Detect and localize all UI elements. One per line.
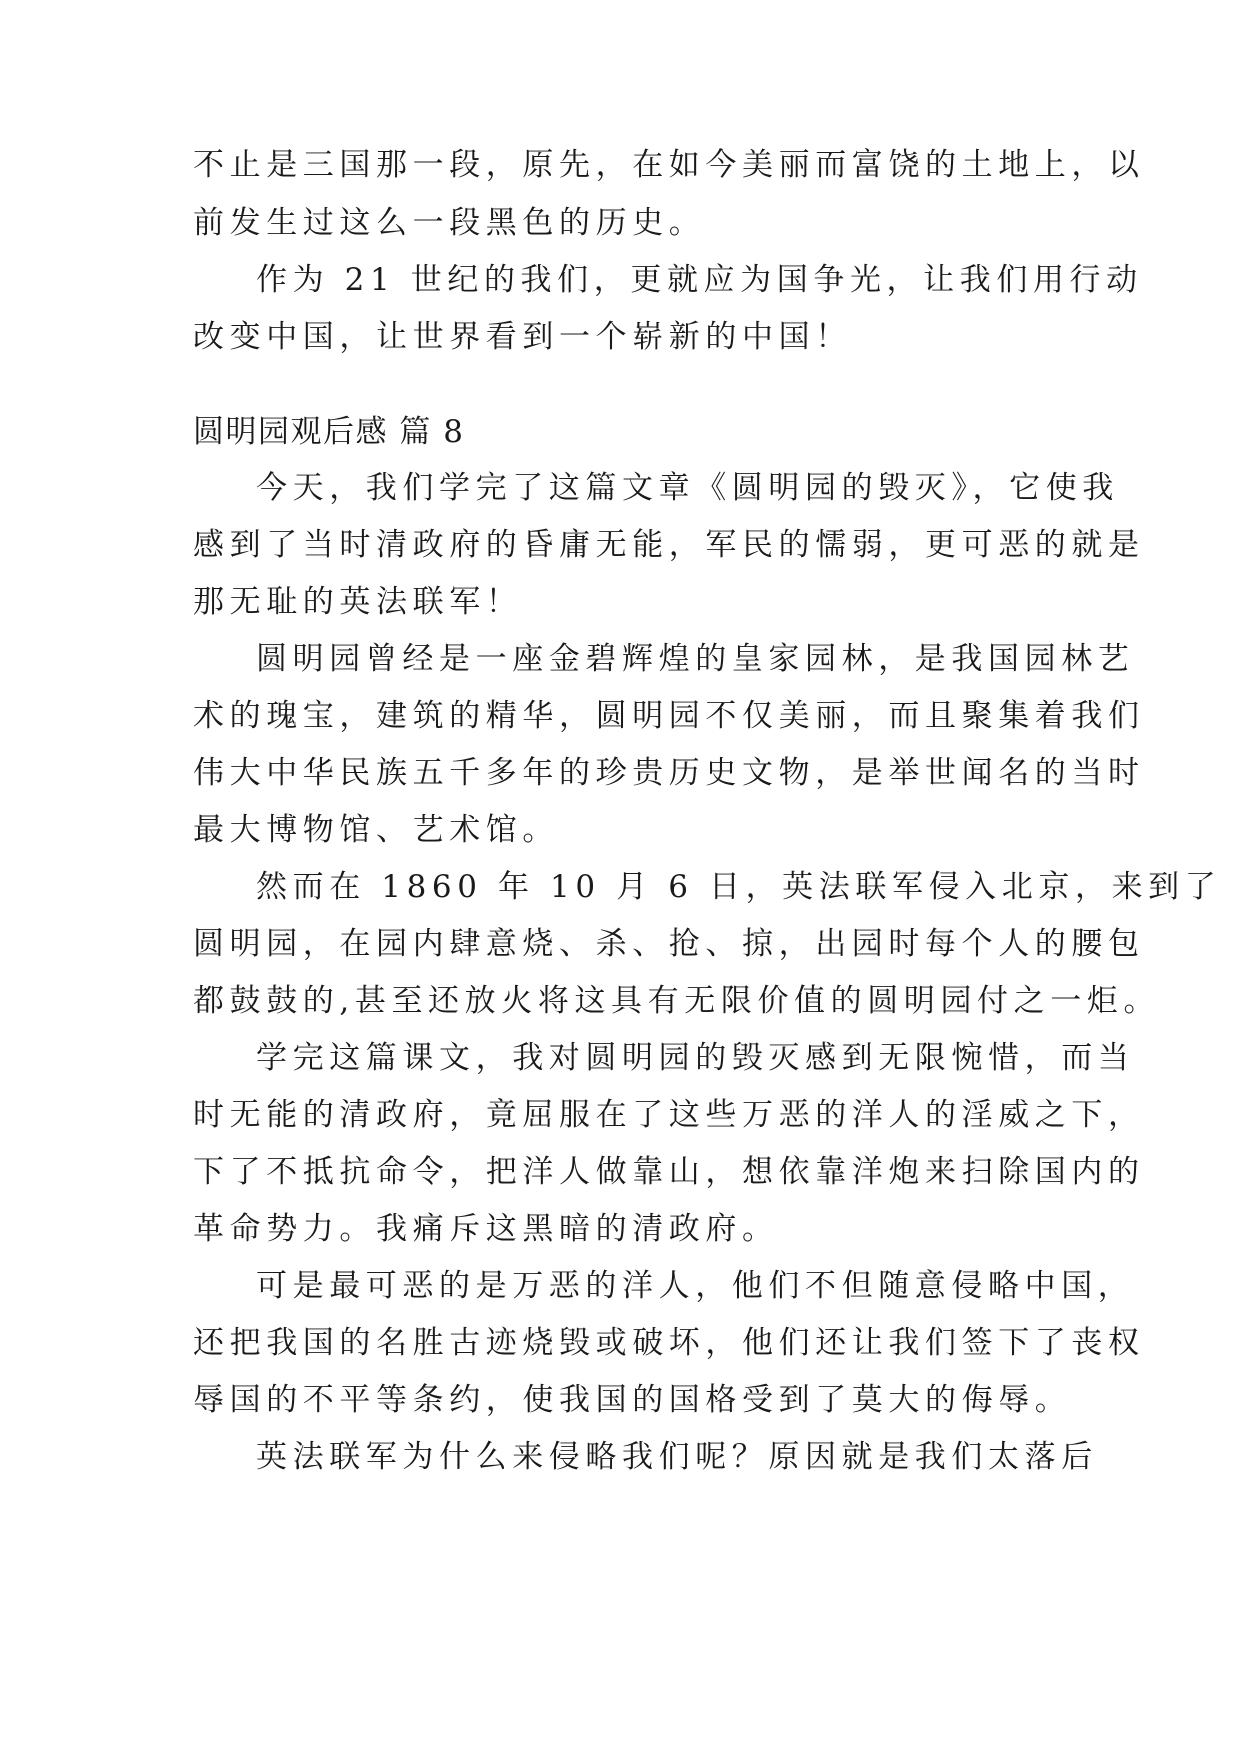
paragraph-line: 前发生过这么一段黑色的历史。 bbox=[193, 205, 706, 241]
paragraph-line: 圆明园曾经是一座金碧辉煌的皇家园林，是我国园林艺 bbox=[256, 641, 1135, 677]
paragraph-line: 不止是三国那一段，原先，在如今美丽而富饶的土地上，以 bbox=[193, 147, 1145, 183]
paragraph-line: 最大博物馆、艺术馆。 bbox=[193, 812, 559, 848]
paragraph-line: 辱国的不平等条约，使我国的国格受到了莫大的侮辱。 bbox=[193, 1382, 1072, 1418]
paragraph-line: 时无能的清政府，竟屈服在了这些万恶的洋人的淫威之下， bbox=[193, 1097, 1145, 1133]
paragraph-line: 下了不抵抗命令，把洋人做靠山，想依靠洋炮来扫除国内的 bbox=[193, 1154, 1145, 1190]
paragraph-line: 英法联军为什么来侵略我们呢？原因就是我们太落后 bbox=[256, 1439, 1098, 1475]
paragraph-line: 那无耻的英法联军！ bbox=[193, 584, 523, 620]
paragraph-line: 今天，我们学完了这篇文章《圆明园的毁灭》，它使我 bbox=[256, 470, 1119, 506]
paragraph-line: 都鼓鼓的,甚至还放火将这具有无限价值的圆明园付之一炬。 bbox=[193, 983, 1161, 1019]
paragraph-line: 伟大中华民族五千多年的珍贵历史文物，是举世闻名的当时 bbox=[193, 755, 1145, 791]
section-heading: 圆明园观后感 篇 8 bbox=[193, 414, 465, 450]
paragraph-line: 可是最可恶的是万恶的洋人，他们不但随意侵略中国， bbox=[256, 1268, 1135, 1304]
paragraph-line: 学完这篇课文，我对圆明园的毁灭感到无限惋惜，而当 bbox=[256, 1040, 1135, 1076]
paragraph-line: 然而在 1860 年 10 月 6 日，英法联军侵入北京，来到了 bbox=[256, 869, 1222, 905]
paragraph-line: 感到了当时清政府的昏庸无能，军民的懦弱，更可恶的就是 bbox=[193, 527, 1145, 563]
paragraph-line: 术的瑰宝，建筑的精华，圆明园不仅美丽，而且聚集着我们 bbox=[193, 698, 1145, 734]
paragraph-line: 圆明园，在园内肆意烧、杀、抢、掠，出园时每个人的腰包 bbox=[193, 926, 1145, 962]
paragraph-line: 还把我国的名胜古迹烧毁或破坏，他们还让我们签下了丧权 bbox=[193, 1325, 1145, 1361]
paragraph-line: 改变中国，让世界看到一个崭新的中国！ bbox=[193, 319, 852, 355]
paragraph-line: 革命势力。我痛斥这黑暗的清政府。 bbox=[193, 1211, 779, 1247]
paragraph-line: 作为 21 世纪的我们，更就应为国争光，让我们用行动 bbox=[256, 262, 1143, 298]
